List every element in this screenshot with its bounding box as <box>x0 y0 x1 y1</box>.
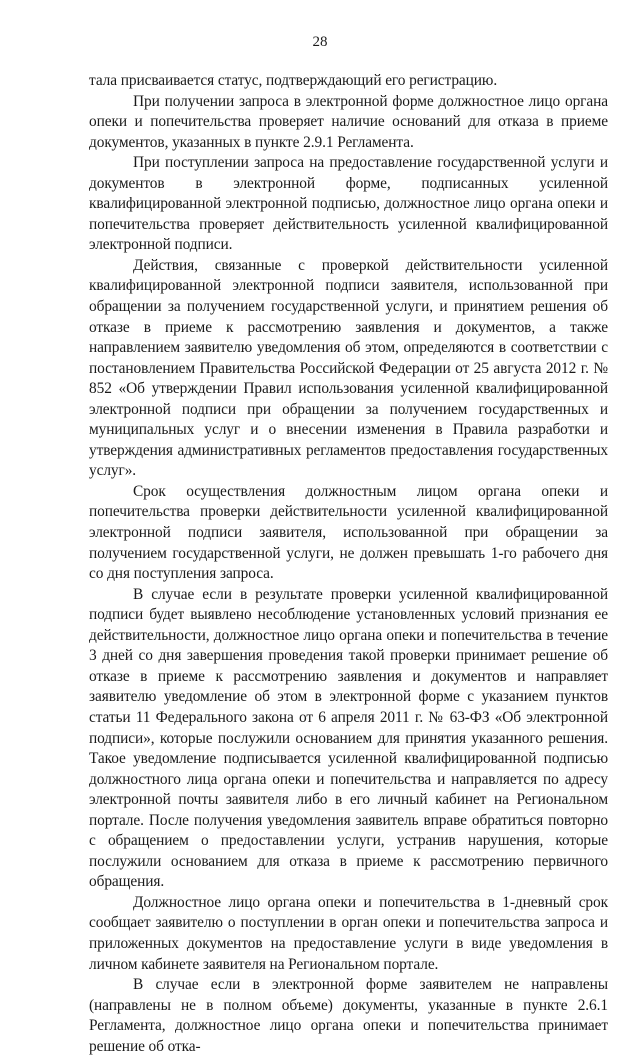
page-number: 28 <box>312 34 328 50</box>
paragraph-request-check: При получении запроса в электронной форме должностное лицо органа опеки и попечительства проверяет наличие оснований для отказа в приеме документов, указанных в пункте 2.9.1 Регламента. <box>89 92 608 151</box>
paragraph-notification: Должностное лицо органа опеки и попечительства в 1-дневный срок сообщает заявителю о поступлении в орган опеки и попечительства запроса и приложенных документов на предоставление услуги в виде уведомления в личном кабинете заявителя на Региональном портале. <box>89 893 608 973</box>
paragraph-signature-actions: Действия, связанные с проверкой действительности усиленной квалифицированной электронной подписи заявителя, использованной при обращении за получением государственной услуги, и принятием решения об отказе в приеме к рассмотрению заявления и документов, а также направлением заявителю уведомления об этом, определяются в соответствии с постановлением Правительства Российской Федерации от 25 августа 2012 г. № 852 «Об утверждении Правил использования усиленной квалифицированной электронной подписи при обращении за получением государственных и муниципальных услуг и о внесении изменения в Правила разработки и утверждения административных регламентов предоставления государственных услуг». <box>89 256 608 480</box>
document-body <box>89 71 608 1057</box>
paragraph-incomplete-documents: В случае если в электронной форме заявителем не направлены (направлены не в полном объеме) документы, указанные в пункте 2.6.1 Регламента, должностное лицо органа опеки и попечительства принимает решение об отка- <box>89 976 608 1055</box>
paragraph-verification-term: Срок осуществления должностным лицом органа опеки и попечительства проверки действительности усиленной квалифицированной электронной подписи заявителя, использованной при обращении за получением государственной услуги, не должен превышать 1-го рабочего дня со дня поступления запроса. <box>89 482 608 583</box>
paragraph-continuation: тала присваивается статус, подтверждающий его регистрацию. <box>89 72 498 89</box>
paragraph-signature-verification: При поступлении запроса на предоставление государственной услуги и документов в электронной форме, подписанных усиленной квалифицированной электронной подписью, должностное лицо органа опеки и попечительства проверяет действительность усиленной квалифицированной электронной подписи. <box>89 154 608 254</box>
paragraph-refusal-case: В случае если в результате проверки усиленной квалифицированной подписи будет выявлено несоблюдение установленных условий признания ее действительности, должностное лицо органа опеки и попечительства в течение 3 дней со дня завершения проведения такой проверки принимает решение об отказе в приеме к рассмотрению заявления и документов и направляет заявителю уведомление об этом в электронной форме с указанием пунктов статьи 11 Федерального закона от 6 апреля 2011 г. № 63-ФЗ «Об электронной подписи», которые послужили основанием для принятия указанного решения. Такое уведомление подписывается усиленной квалифицированной подписью должностного лица органа опеки и попечительства и направляется по адресу электронной почты заявителя либо в его личный кабинет на Региональном портале. После получения уведомления заявитель вправе обратиться повторно с обращением о предоставлении услуги, устранив нарушения, которые послужили основанием для отказа в приеме к рассмотрению первичного обращения. <box>89 585 608 891</box>
